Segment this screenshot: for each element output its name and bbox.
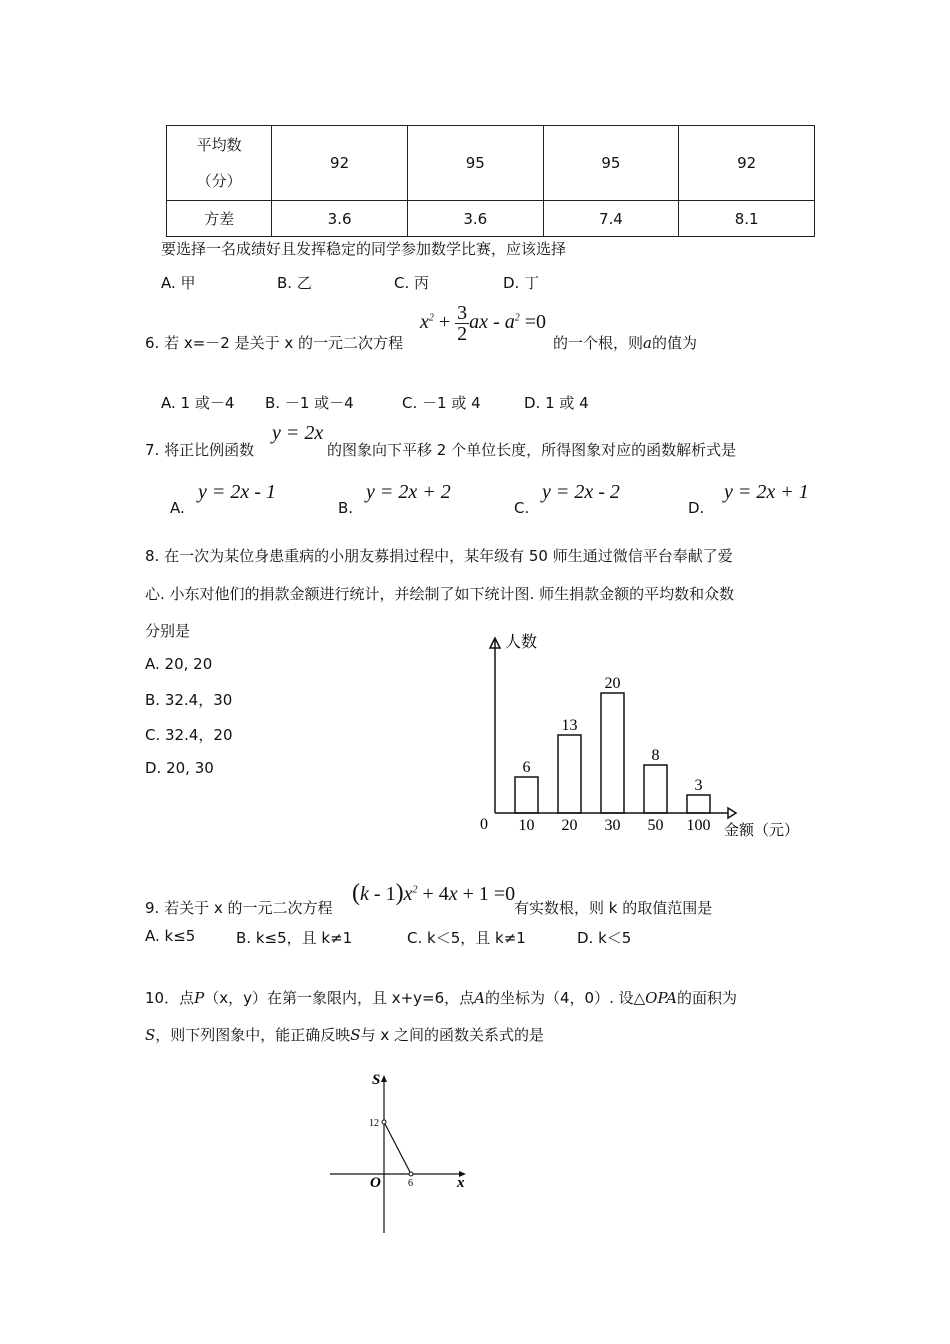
graph-line-segment xyxy=(384,1122,411,1174)
q9-option-d: D. k＜5 xyxy=(577,929,632,947)
bar-100 xyxy=(687,795,710,813)
bar-value-label: 3 xyxy=(694,777,703,794)
q6-option-a: A. 1 或－4 xyxy=(161,394,235,412)
bar-value-label: 13 xyxy=(561,717,578,734)
q7-option-d-letter: D. xyxy=(688,499,705,517)
score-table xyxy=(166,125,815,237)
q10-text: 与 x 之间的函数关系式的是 xyxy=(360,1026,544,1044)
q10-text: 10．点 xyxy=(145,989,195,1007)
table-cell: 92 xyxy=(272,126,408,201)
y-axis-label: 人数 xyxy=(505,632,538,651)
bar-30 xyxy=(601,693,624,813)
q7-option-b-expr: y = 2x + 2 xyxy=(366,481,451,503)
q10-text: 的面积为 xyxy=(677,989,738,1007)
q8-line1: 8. 在一次为某位身患重病的小朋友募捐过程中，某年级有 50 师生通过微信平台奉献了爱 xyxy=(145,547,733,565)
table-row-label-variance: 方差 xyxy=(167,201,272,237)
q10-graph xyxy=(320,1065,480,1240)
bar-value-label: 6 xyxy=(522,759,531,776)
table-cell: 95 xyxy=(407,126,543,201)
q8-option-d: D. 20, 30 xyxy=(145,759,214,777)
q6-var: a xyxy=(643,334,652,352)
bar-value-label: 20 xyxy=(604,675,621,692)
x-tick-label: 20 xyxy=(561,817,578,834)
graph-open-point xyxy=(409,1172,413,1176)
q10-point-p: P xyxy=(194,989,205,1007)
graph-x-label: x xyxy=(457,1175,465,1191)
q8-option-c: C. 32.4，20 xyxy=(145,726,233,744)
q6-suffix xyxy=(553,332,697,353)
q10-text: （x，y）在第一象限内，且 x+y=6，点 xyxy=(204,989,475,1007)
table-cell: 92 xyxy=(679,126,815,201)
x-tick-label: 100 xyxy=(686,817,711,834)
q7-option-a-expr: y = 2x - 1 xyxy=(198,481,276,503)
q5-stem: 要选择一名成绩好且发挥稳定的同学参加数学比赛，应该选择 xyxy=(161,240,567,258)
q7-suffix: 的图象向下平移 2 个单位长度，所得图象对应的函数解析式是 xyxy=(327,441,737,459)
x-tick-label: 50 xyxy=(647,817,664,834)
table-cell: 95 xyxy=(543,126,679,201)
average-unit-label: （分） xyxy=(196,172,242,190)
q7-option-a-letter: A. xyxy=(170,499,185,517)
q10-point-a: A xyxy=(474,989,485,1007)
q10-text: 的坐标为（4，0）. 设△ xyxy=(485,989,646,1007)
q6-equation: $x^2$ + $\frac{3}{2}$ ax - $a^2 =0$ xyxy=(420,302,547,345)
q10-var-s: S xyxy=(350,1026,361,1044)
table-row-label-average xyxy=(167,126,272,201)
table-cell: 8.1 xyxy=(679,201,815,237)
q5-option-c: C. 丙 xyxy=(394,274,430,292)
q10-line2 xyxy=(145,1024,544,1045)
q5-option-b: B. 乙 xyxy=(277,274,312,292)
q7-prefix: 7. 将正比例函数 xyxy=(145,441,255,459)
bar-10 xyxy=(515,777,538,813)
graph-open-point xyxy=(382,1120,386,1124)
table-cell: 3.6 xyxy=(272,201,408,237)
q6-prefix: 6. 若 x=－2 是关于 x 的一元二次方程 xyxy=(145,334,404,352)
q9-equation: $(k - 1)x^2 + 4x + 1 =0$ xyxy=(352,880,516,906)
q6-option-c: C. －1 或 4 xyxy=(402,394,481,412)
graph-y-arrow-icon xyxy=(381,1075,387,1082)
q7-option-c-letter: C. xyxy=(514,499,530,517)
graph-origin-label: O xyxy=(370,1175,381,1191)
q7-option-d-expr: y = 2x + 1 xyxy=(724,481,809,503)
x-tick-label: 10 xyxy=(518,817,535,834)
x-axis-arrow-icon xyxy=(728,808,736,818)
q8-option-b: B. 32.4，30 xyxy=(145,691,233,709)
q10-text: ，则下列图象中，能正确反映 xyxy=(155,1026,351,1044)
bar-50 xyxy=(644,765,667,813)
q9-option-c: C. k＜5，且 k≠1 xyxy=(407,929,526,947)
q6-option-d: D. 1 或 4 xyxy=(524,394,589,412)
graph-x-intercept-label: 6 xyxy=(408,1178,413,1189)
q9-option-a: A. k≤5 xyxy=(145,927,196,945)
q8-line2: 心. 小东对他们的捐款金额进行统计，并绘制了如下统计图. 师生捐款金额的平均数和众数 xyxy=(145,585,735,603)
graph-y-intercept-label: 12 xyxy=(369,1118,379,1129)
q7-function: y = 2x xyxy=(272,422,324,444)
chart-origin-label: 0 xyxy=(480,816,488,833)
q6-suffix-text2: 的值为 xyxy=(651,334,697,352)
x-axis-label: 金额（元） xyxy=(724,821,800,839)
q8-option-a: A. 20, 20 xyxy=(145,655,213,673)
q10-triangle-opa: OPA xyxy=(645,989,678,1007)
q7-option-c-expr: y = 2x - 2 xyxy=(542,481,620,503)
table-cell: 3.6 xyxy=(407,201,543,237)
q6-option-b: B. －1 或－4 xyxy=(265,394,354,412)
q9-prefix: 9. 若关于 x 的一元二次方程 xyxy=(145,899,333,917)
graph-y-label: S xyxy=(372,1072,381,1088)
donation-bar-chart xyxy=(470,630,810,845)
q7-option-b-letter: B. xyxy=(338,499,354,517)
q10-var-s: S xyxy=(145,1026,156,1044)
q10-line1 xyxy=(145,987,737,1008)
average-label: 平均数 xyxy=(196,136,242,154)
q5-option-d: D. 丁 xyxy=(503,274,540,292)
table-cell: 7.4 xyxy=(543,201,679,237)
bar-value-label: 8 xyxy=(651,747,660,764)
bar-20 xyxy=(558,735,581,813)
q6-suffix-text: 的一个根，则 xyxy=(553,334,644,352)
q9-suffix: 有实数根，则 k 的取值范围是 xyxy=(514,899,713,917)
q9-option-b: B. k≤5，且 k≠1 xyxy=(236,929,353,947)
x-tick-label: 30 xyxy=(604,817,621,834)
q8-line3: 分别是 xyxy=(145,622,191,640)
q5-option-a: A. 甲 xyxy=(161,274,196,292)
